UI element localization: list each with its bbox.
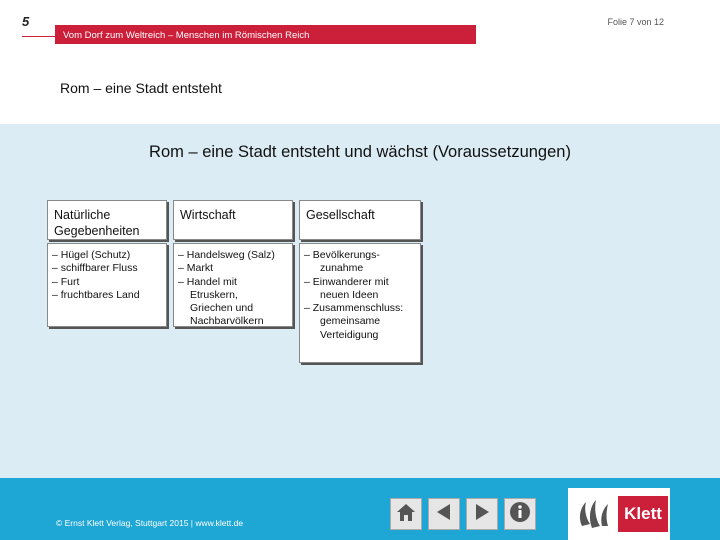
list-item: Verteidigung xyxy=(320,328,379,341)
home-button[interactable] xyxy=(390,498,422,530)
list-item: – Handel mit xyxy=(178,275,237,288)
list-item: – Handelsweg (Salz) xyxy=(178,249,275,261)
column-header-line: Natürliche xyxy=(54,208,111,222)
list-item: gemeinsame xyxy=(320,315,381,328)
column-header-line: Gesellschaft xyxy=(306,208,375,222)
copyright-text: © Ernst Klett Verlag, Stuttgart 2015 | www.klett.de xyxy=(56,518,244,528)
list-item: Nachbarvölkern xyxy=(190,315,264,328)
content-area xyxy=(0,124,720,478)
list-item: – Bevölkerungs- xyxy=(304,249,380,261)
list-item: – Hügel (Schutz) xyxy=(52,249,131,261)
column-header-natural xyxy=(47,200,167,240)
column-header-line: Wirtschaft xyxy=(180,208,236,222)
klett-logo[interactable] xyxy=(568,488,670,540)
slide-counter: Folie 7 von 12 xyxy=(607,17,664,27)
forward-icon xyxy=(471,501,493,528)
list-item: Griechen und xyxy=(190,302,254,315)
klett-emblem-icon xyxy=(574,496,614,537)
column-header-society xyxy=(299,200,421,240)
column-body-society xyxy=(299,243,421,363)
list-item: – Einwanderer mit xyxy=(304,275,389,288)
slide-subtitle: Rom – eine Stadt entsteht xyxy=(60,80,222,96)
column-header-economy xyxy=(173,200,293,240)
klett-logo-text: Klett xyxy=(618,496,668,532)
list-item: – Zusammenschluss: xyxy=(304,302,404,315)
back-icon xyxy=(433,501,455,528)
list-item: zunahme xyxy=(320,262,364,275)
forward-button[interactable] xyxy=(466,498,498,530)
column-body-natural xyxy=(47,243,167,327)
list-item: Etruskern, xyxy=(190,288,238,301)
list-item: – schiffbarer Fluss xyxy=(52,262,138,275)
info-icon xyxy=(509,501,531,528)
main-heading: Rom – eine Stadt entsteht und wächst (Voraussetzungen) xyxy=(149,143,571,161)
list-item: – Markt xyxy=(178,262,214,275)
home-icon xyxy=(394,501,418,528)
column-header-line: Gegebenheiten xyxy=(54,224,140,238)
back-button[interactable] xyxy=(428,498,460,530)
column-body-economy xyxy=(173,243,293,327)
list-item: neuen Ideen xyxy=(320,288,379,301)
footer-bar xyxy=(0,478,720,540)
list-item: – fruchtbares Land xyxy=(52,288,140,301)
info-button[interactable] xyxy=(504,498,536,530)
list-item: – Furt xyxy=(52,275,80,288)
chapter-title-bar: Vom Dorf zum Weltreich – Menschen im Römischen Reich xyxy=(55,25,476,44)
chapter-number: 5 xyxy=(22,14,30,29)
